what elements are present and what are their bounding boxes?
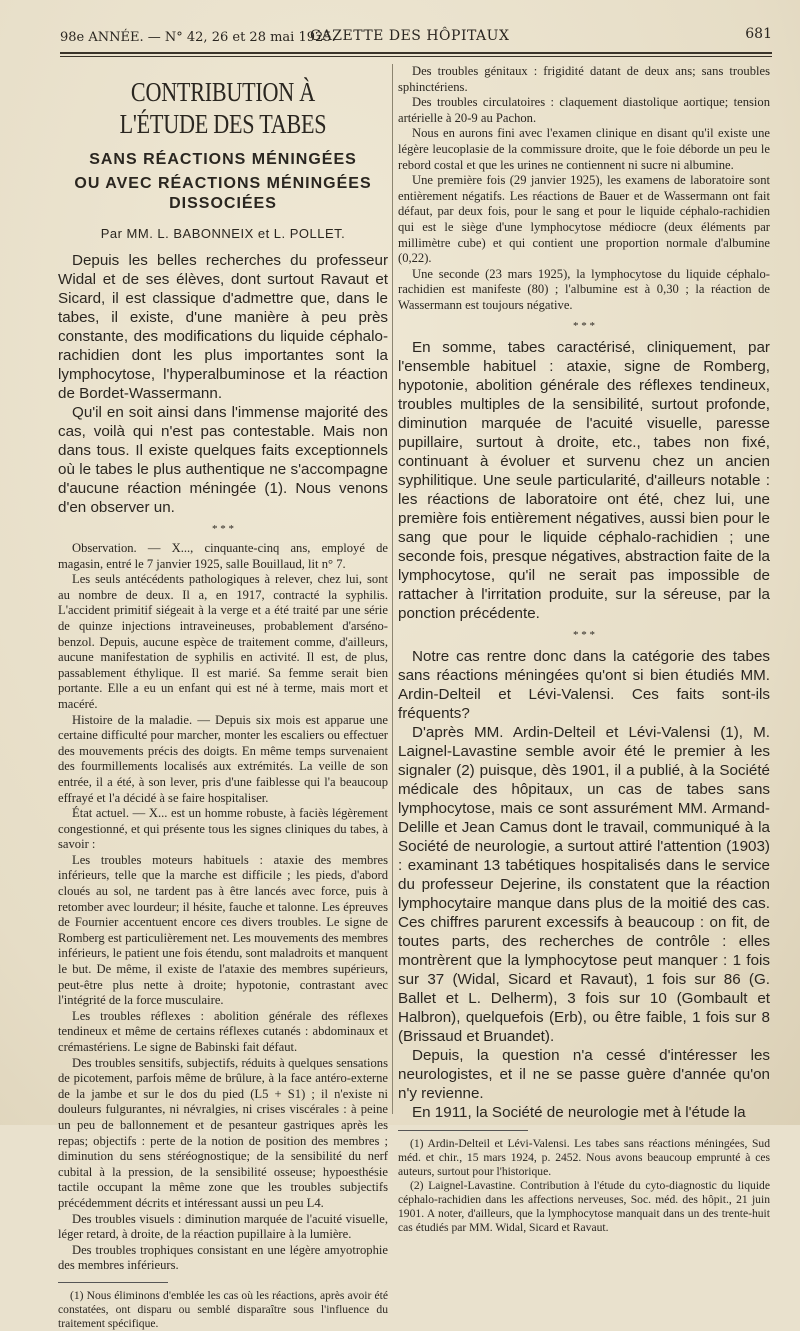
footnote-left: (1) Nous éliminons d'emblée les cas où les réactions, après avoir été constatées, ont disparu ou semblé disparaître sous l'influence du traitement spécifique.: [58, 1288, 388, 1330]
notre-cas-paragraph: Notre cas rentre donc dans la catégorie des tabes sans réactions méningées qu'ont si bien étudiés MM. Ardin-Delteil et Lévi-Valensi. Ces faits sont-ils fréquents?: [398, 647, 770, 722]
left-column: [58, 64, 388, 1331]
genitaux-paragraph: Des troubles génitaux : frigidité datant de deux ans; sans troubles sphinctériens.: [398, 64, 770, 94]
running-head: [60, 26, 772, 48]
issue-info: 98e ANNÉE. — N° 42, 26 et 28 mai 1925.: [60, 30, 336, 45]
section-stars: * * *: [212, 523, 234, 535]
en-1911-paragraph: En 1911, la Société de neurologie met à l'étude la: [412, 1103, 746, 1121]
footnote-right-1: (1) Ardin-Delteil et Lévi-Valensi. Les tabes sans réactions méningées, Sud méd. et chir., 15 mars 1924, p. 2452. Nous avons beaucoup emprunté à ces auteurs, surtout pour l'historique.: [398, 1136, 770, 1178]
seconde-paragraph: Une seconde (23 mars 1925), la lymphocytose du liquide céphalo-rachidien est manifeste (80) ; l'albumine est à 0,30 ; la réaction de Wassermann est toujours négative.: [398, 266, 770, 312]
footnote-rule-right: [398, 1130, 528, 1131]
column-divider: [392, 64, 393, 1114]
section-stars-1: * * *: [573, 319, 595, 332]
footnote-right-2: (2) Laignel-Lavastine. Contribution à l'étude du cyto-diagnostic du liquide céphalo-rachidien dans les affections nerveuses, Soc. méd. des hôpit., 21 juin 1901. A noter, d'ailleurs, que la lymphocytose manquait dans un des trente-huit cas étudiés par MM. Widal, Sicard et Ravaut.: [398, 1178, 770, 1234]
section-stars-2: * * *: [573, 628, 595, 641]
examen-paragraph: Nous en aurons fini avec l'examen clinique en disant qu'il existe une légère leucoplasie de la commissure droite, que le foie déborde un peu le rebord costal et que les urines ne contiennent ni sucre ni albumine.: [398, 126, 770, 172]
observation-paragraph: Observation. — X..., cinquante-cinq ans, employé de magasin, entré le 7 janvier 1925, salle Bouillaud, lit n° 7.: [58, 541, 388, 571]
intro-paragraph-1: Depuis les belles recherches du professeur Widal et de ses élèves, dont surtout Ravaut et Sicard, il est classique d'admettre que, dans le tabes, il existe, d'une manière à peu près constante, des modifications du liquide céphalo-rachidien dont les plus importantes sont la lymphocytose, l'hyperalbuminose et la réaction de Bordet-Wassermann.: [58, 252, 388, 402]
dapres-paragraph: D'après MM. Ardin-Delteil et Lévi-Valensi (1), M. Laignel-Lavastine semble avoir été le premier à les signaler (2) puisque, dès 1901, il a publié, à la Société médicale des hôpitaux, un cas de tabes sans lymphocytose, mais ce sont assurément MM. Armand-Delille et Jean Camus dont le travail, communiqué à la Société de neurologie, a surtout attiré l'attention (1903) : examinant 13 tabétiques hospitalisés dans le service du professeur Dejerine, ils constatent que la réaction lymphocytaire manque dans plus de la moitié des cas. Ces chiffres parurent excessifs à beaucoup : on fit, de toutes parts, des recherches de contrôle : elles montrèrent que la lymphocytose peut manquer : 1 fois sur 37 (Widal, Sicard et Ravaut), 1 fois sur 86 (G. Ballet et L. Delherm), 3 fois sur 10 (Gombault et Halbron), quelquefois (Erb), ou être faible, 1 fois sur 8 (Brissaud et Bruandet).: [398, 723, 770, 1045]
article-subtitle-2: OU AVEC RÉACTIONS MÉNINGÉES DISSOCIÉES: [74, 175, 372, 212]
visuels-paragraph: Des troubles visuels : diminution marquée de l'acuité visuelle, léger retard, à droite, de la réaction pupillaire à la lumière.: [58, 1211, 388, 1242]
header-rule: [60, 52, 772, 54]
reflexes-paragraph: Les troubles réflexes : abolition générale des réflexes tendineux et même de certains réflexes cutanés : abdominaux et crémastériens. Le signe de Babinski fait défaut.: [58, 1008, 388, 1054]
footnote-rule: [58, 1282, 168, 1283]
histoire-paragraph: Histoire de la maladie. — Depuis six mois est apparue une certaine difficulté pour marcher, monter les escaliers ou effectuer des mouvements précis des doigts. En même temps survenaient des fourmillements localisés aux extrémités. La veille de son entrée, il a été, à son lever, pris d'une faiblesse qui l'a beaucoup effrayé et l'a décidé à se faire hospitaliser.: [58, 712, 388, 805]
circulatoires-paragraph: Des troubles circulatoires : claquement diastolique aortique; tension artérielle à 20-9 au Pachon.: [398, 95, 770, 125]
sensitifs-paragraph: Des troubles sensitifs, subjectifs, réduits à quelques sensations de picotement, parfois même de brûlure, à la face antéro-externe de la jambe et sur le dos du pied (L5 + S1) ; il n'existe ni douleurs fulgurantes, ni névralgies, ni crises viscérales : à peine un peu de ballonnement et de pesanteur gastriques après les repas; objectifs : perte de la notion de position des membres ; diminution du sens stéréognostique; de la sensibilité du nerf cubital à la pression, de la sensibilité osseuse; hypoesthésie tactile occupant la même zone que les troubles subjectifs précédemment décrits et intéressant aussi un peu L4.: [58, 1055, 388, 1210]
premiere-paragraph: Une première fois (29 janvier 1925), les examens de laboratoire sont entièrement négatifs. Les réactions de Bauer et de Wassermann ont fait défaut, par deux fois, pour le sang et pour le liquide céphalo-rachidien qui est le siège d'une lymphocytose médiocre (deux éléments par millimètre cube) et qui contient une proportion normale d'albumine (0,22).: [398, 173, 770, 266]
journal-name: GAZETTE DES HÔPITAUX: [310, 28, 510, 44]
etat-paragraph: État actuel. — X... est un homme robuste, à faciès légèrement congestionné, et qui présente tous les signes cliniques du tabes, à savoir :: [58, 806, 388, 852]
article-authors: Par MM. L. BABONNEIX et L. POLLET.: [100, 226, 346, 241]
trophiques-paragraph: Des troubles trophiques consistant en une légère amyotrophie des membres inférieurs.: [58, 1242, 388, 1273]
article-title: CONTRIBUTION À L'ÉTUDE DES TABES: [119, 77, 327, 139]
depuis-paragraph: Depuis, la question n'a cessé d'intéresser les neurologistes, et il ne se passe guère d'année qu'on n'y revienne.: [398, 1046, 770, 1102]
right-column: [398, 64, 770, 1235]
page-number: 681: [745, 26, 772, 42]
antecedents-paragraph: Les seuls antécédents pathologiques à relever, chez lui, sont au nombre de deux. Il a, en 1917, contracté la syphilis. L'accident primitif siégeait à la verge et a été traité par une série de quinze injections intraveineuses, probablement d'arséno-benzol. Depuis, aucune espèce de traitement comme, d'ailleurs, aucune manifestation de syphilis en activité. Il est, de plus, passablement éthylique. Il est marié. Sa femme serait bien portante. Elle a eu un enfant qui est né à terme, mais mort et macéré.: [58, 572, 388, 711]
header-rule-thin: [60, 56, 772, 57]
somme-paragraph: En somme, tabes caractérisé, cliniquement, par l'ensemble habituel : ataxie, signe de Romberg, hypotonie, abolition générale des réflexes tendineux, troubles multiples de la sensibilité, surtout profonde, diminution marquée de l'acuité visuelle, paresse pupillaire, surtout à droite, etc., tabes non fixé, continuant à évoluer et survenu chez un ancien syphilitique. Une seule particularité, d'ailleurs notable : les réactions de laboratoire ont été, chez lui, une première fois entièrement négatives, aussi bien pour le sang que pour le liquide céphalo-rachidien ; une seconde fois, presque négatives, abstraction faite de la lymphocytose, qu'il ne serait pas impossible de rattacher à l'irritation produite, sur la séreuse, par la ponction précédente.: [398, 338, 770, 622]
moteurs-paragraph: Les troubles moteurs habituels : ataxie des membres inférieurs, telle que la marche est difficile ; les pieds, d'abord cloués au sol, ne tardent pas à être lancés avec force, puis à retomber avec lourdeur; il hésite, fauche et talonne. Les épreuves de Fournier accentuent encore ces divers troubles. Le signe de Romberg est particulièrement net. Les mouvements des membres inférieurs, le patient une fois étendu, sont maladroits et manquent le but. De même, il existe de l'ataxie des membres supérieurs, peut-être plus nette à droite; hypotonie, contrastant avec l'intégrité de la force musculaire.: [58, 852, 388, 1008]
article-subtitle-1: SANS RÉACTIONS MÉNINGÉES: [89, 151, 357, 168]
intro-paragraph-2: Qu'il en soit ainsi dans l'immense majorité des cas, voilà qui n'est pas contestable. Mais non dans tous. Il existe quelques faits exceptionnels où le tabes le plus authentique ne s'accompagne d'aucune réaction méningée (1). Nous venons d'en observer un.: [58, 404, 388, 516]
